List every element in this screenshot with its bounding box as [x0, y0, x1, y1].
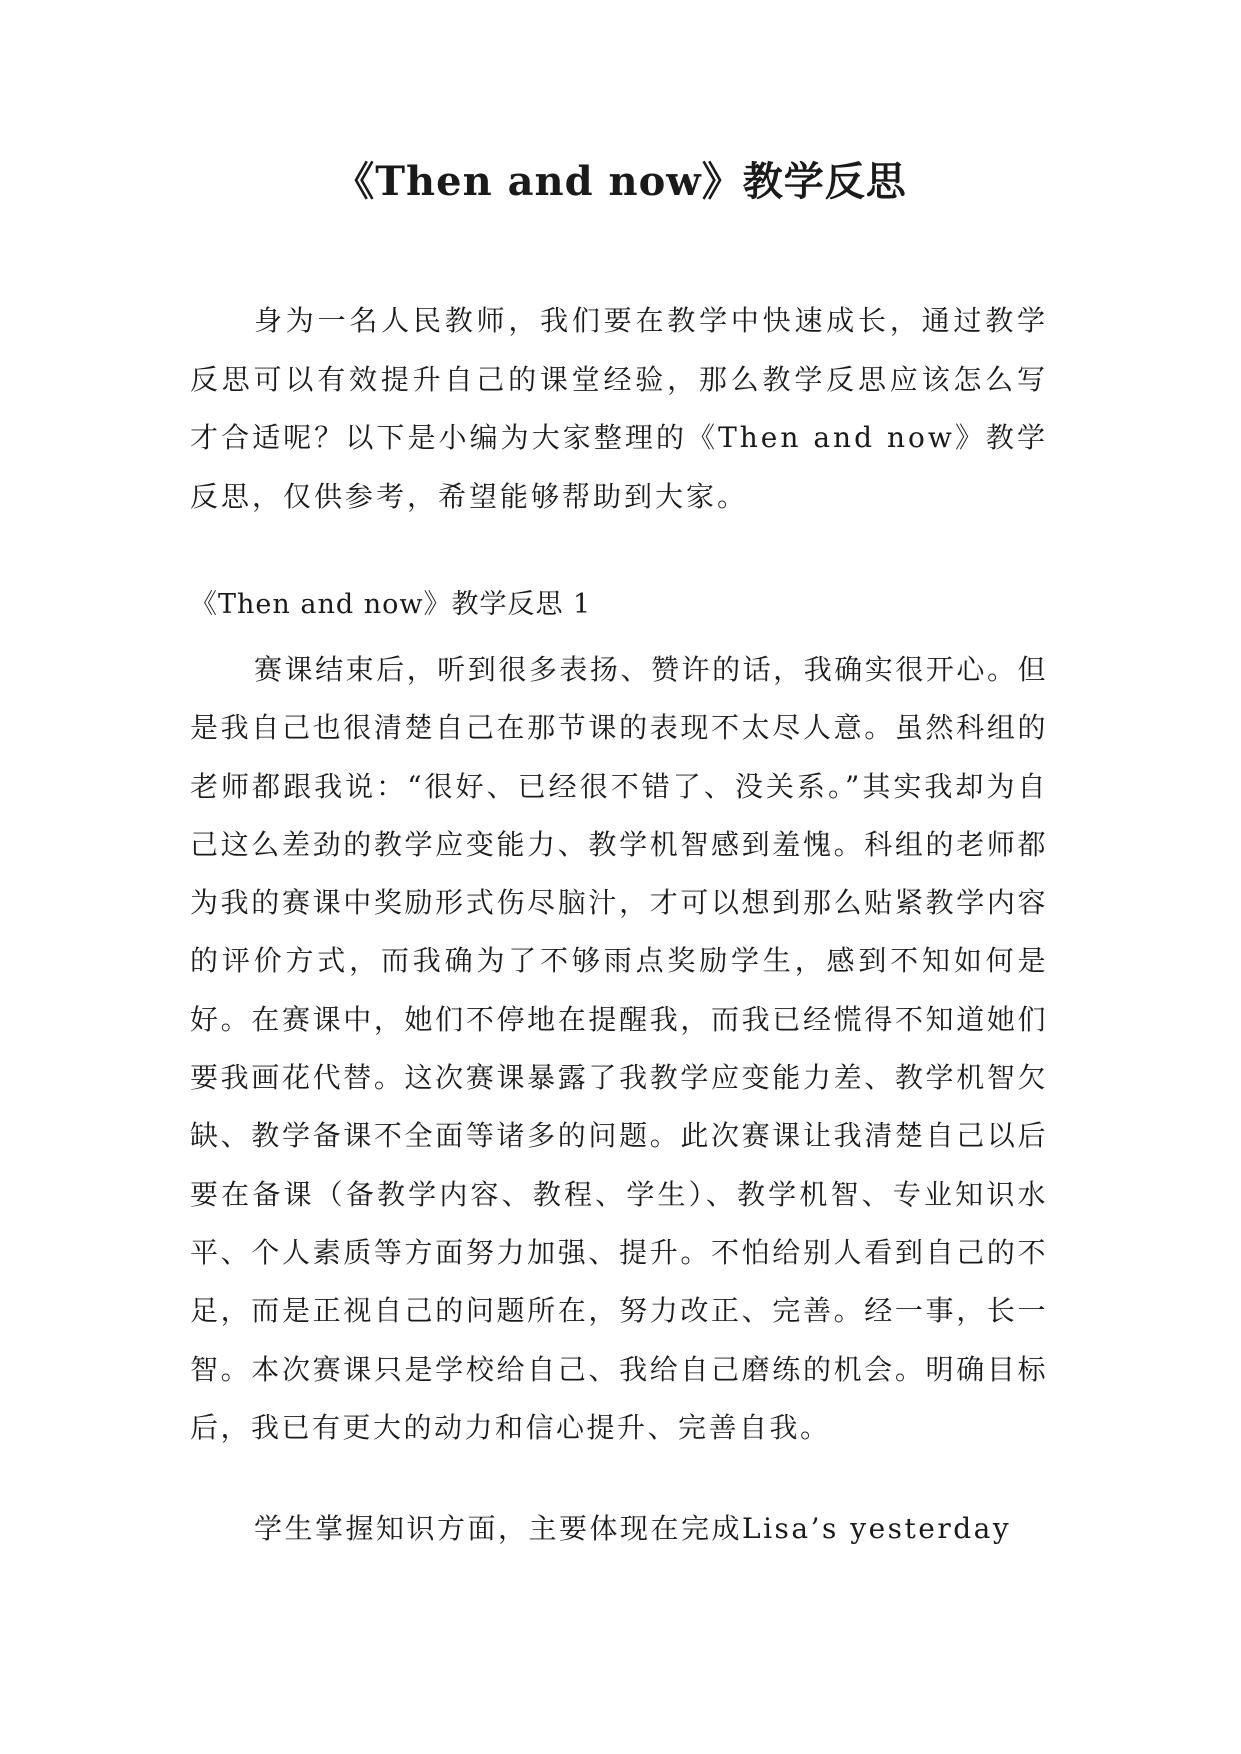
- body-paragraph: 学生掌握知识方面，主要体现在完成Lisa’s yesterday: [254, 1512, 1012, 1545]
- document-title: 《Then and now》教学反思: [334, 158, 907, 205]
- intro-paragraph: 身为一名人民教师，我们要在教学中快速成长，通过教学反思可以有效提升自己的课堂经验，那么教学反思应该怎么写才合适呢？以下是小编为大家整理的《Then and now》教学反思，仅供参考，希望能够帮助到大家。: [190, 304, 1048, 513]
- body-paragraph: 赛课结束后，听到很多表扬、赞许的话，我确实很开心。但是我自己也很清楚自己在那节课的表现不太尽人意。虽然科组的老师都跟我说：“很好、已经很不错了、没关系。”其实我却为自己这么差劲的教学应变能力、教学机智感到羞愧。科组的老师都为我的赛课中奖励形式伤尽脑汁，才可以想到那么贴紧教学内容的评价方式，而我确为了不够雨点奖励学生，感到不知如何是好。在赛课中，她们不停地在提醒我，而我已经慌得不知道她们要我画花代替。这次赛课暴露了我教学应变能力差、教学机智欠缺、教学备课不全面等诸多的问题。此次赛课让我清楚自己以后要在备课（备教学内容、教程、学生）、教学机智、专业知识水平、个人素质等方面努力加强、提升。不怕给别人看到自己的不足，而是正视自己的问题所在，努力改正、完善。经一事，长一智。本次赛课只是学校给自己、我给自己磨练的机会。明确目标后，我已有更大的动力和信心提升、完善自我。: [190, 653, 1048, 1444]
- section-heading: 《Then and now》教学反思 1: [190, 589, 592, 620]
